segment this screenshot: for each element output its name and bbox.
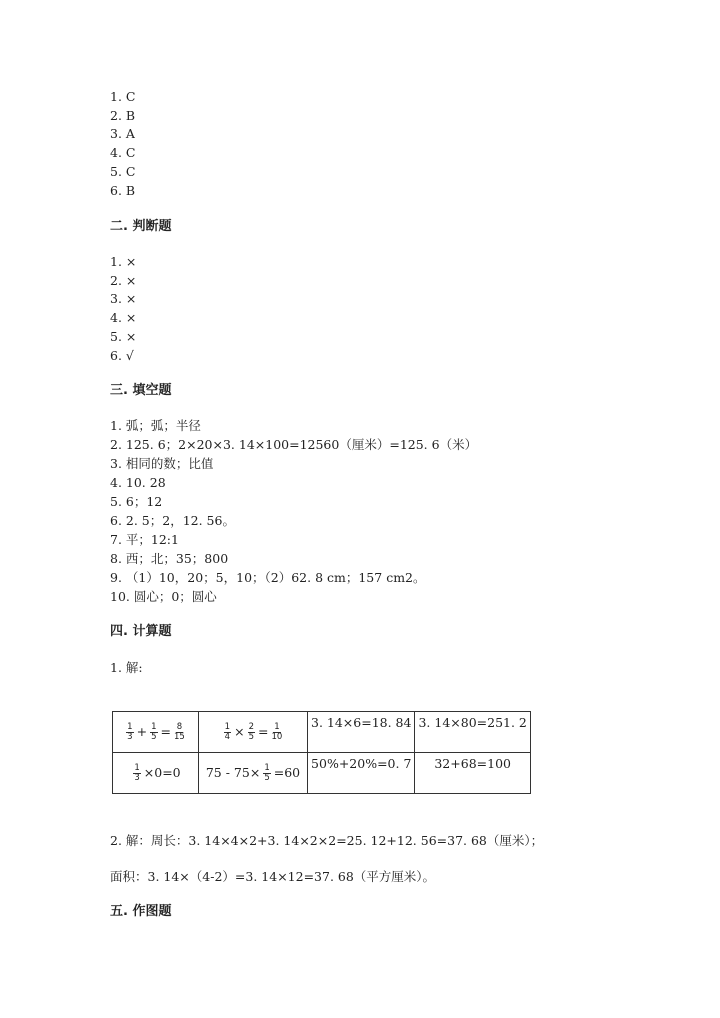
judge-answer: 4. × [110, 310, 137, 326]
denominator: 3 [134, 772, 140, 783]
table-row [113, 753, 531, 794]
denominator: 5 [151, 731, 157, 742]
table-cell [113, 712, 199, 753]
denominator: 4 [224, 731, 231, 742]
table-cell [415, 712, 530, 753]
choice-answer: 2. B [110, 107, 136, 123]
fraction [224, 723, 231, 742]
numerator: 1 [264, 762, 270, 773]
denominator: 5 [248, 731, 254, 742]
expression-text: 3. 14×80=251. 2 [418, 715, 527, 730]
choice-answer: 1. C [110, 89, 136, 104]
expression-text: + [136, 723, 148, 739]
denominator: 3 [127, 731, 133, 742]
fill-answer: 7. 平；12:1 [110, 532, 179, 547]
numerator: 2 [248, 721, 254, 732]
fill-answer: 5. 6；12 [110, 494, 163, 509]
fraction [133, 764, 140, 783]
table-row [113, 712, 531, 753]
choice-answer: 4. C [110, 145, 136, 161]
numerator: 1 [134, 762, 140, 773]
section-heading-calc: 四. 计算题 [110, 624, 172, 639]
expression-text: 75 - 75× [205, 764, 261, 780]
fill-answer: 6. 2. 5；2，12. 56。 [110, 513, 235, 528]
calc-question-1: 1. 解: [110, 660, 143, 675]
fraction [248, 723, 255, 742]
fraction [150, 723, 157, 742]
judge-answer: 6. √ [110, 347, 134, 363]
choice-answer: 6. B [110, 182, 136, 198]
table-cell [199, 712, 308, 753]
section-heading-judge: 二. 判断题 [110, 219, 172, 234]
calc-q2-area: 面积：3. 14×（4-2）=3. 14×12=37. 68（平方厘米）。 [110, 869, 436, 884]
expression-text: × [234, 723, 245, 739]
choice-answer: 5. C [110, 163, 136, 179]
expression-text: 32+68=100 [434, 756, 511, 771]
table-cell [199, 753, 308, 794]
expression-text: = [160, 723, 171, 739]
fill-answer: 8. 西；北；35；800 [110, 551, 229, 566]
numerator: 1 [127, 721, 133, 732]
fill-answer: 3. 相同的数；比值 [110, 456, 214, 471]
judge-answer: 5. × [110, 328, 137, 344]
choice-answer: 3. A [110, 126, 135, 142]
section-heading-fill: 三. 填空题 [110, 383, 172, 398]
judge-answer: 1. × [110, 254, 137, 269]
denominator: 5 [264, 772, 270, 783]
numerator: 1 [274, 721, 280, 732]
judge-answer: 2. × [110, 272, 137, 288]
fill-answer: 4. 10. 28 [110, 475, 166, 490]
fraction [174, 723, 185, 742]
fill-answer: 1. 弧；弧；半径 [110, 418, 201, 433]
fraction [271, 723, 282, 742]
table-cell [308, 753, 415, 794]
denominator: 10 [271, 731, 283, 742]
fill-answer: 2. 125. 6；2×20×3. 14×100=12560（厘米）=125. 6（米） [110, 437, 478, 452]
table-cell [308, 712, 415, 753]
fraction [263, 764, 270, 783]
expression-text: 3. 14×6=18. 84 [311, 715, 412, 730]
fill-answer: 10. 圆心；0；圆心 [110, 589, 217, 604]
expression-text: =60 [273, 764, 301, 780]
numerator: 1 [151, 721, 157, 732]
expression-text: ×0=0 [143, 764, 181, 780]
numerator: 8 [176, 721, 183, 732]
denominator: 15 [173, 731, 185, 742]
numerator: 1 [224, 721, 231, 732]
judge-answer: 3. × [110, 291, 137, 307]
expression-text: = [258, 723, 269, 739]
section-heading-draw: 五. 作图题 [110, 904, 172, 919]
fraction [126, 723, 133, 742]
fill-answer: 9. （1）10，20；5，10；（2）62. 8 cm；157 cm2。 [110, 570, 426, 585]
calc-table [112, 711, 531, 794]
expression-text: 50%+20%=0. 7 [311, 756, 412, 771]
calc-q2-perimeter: 2. 解：周长：3. 14×4×2+3. 14×2×2=25. 12+12. 56=37. 68（厘米）； [110, 833, 544, 848]
table-cell [113, 753, 199, 794]
table-cell [415, 753, 530, 794]
